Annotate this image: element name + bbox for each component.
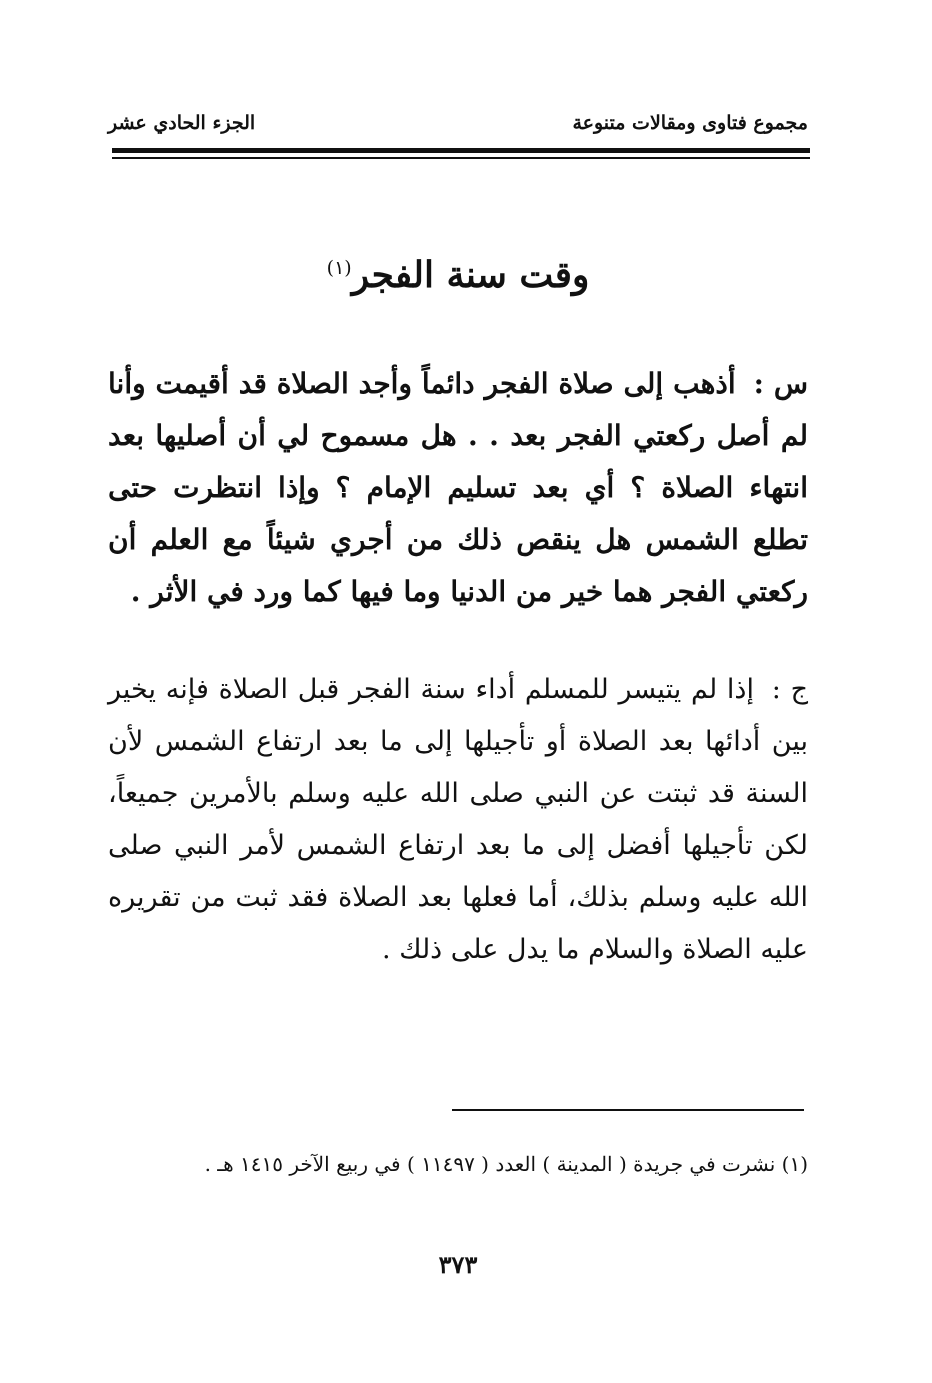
question-paragraph xyxy=(108,358,808,618)
header-rule-thick xyxy=(112,148,810,153)
answer-text: إذا لم يتيسر للمسلم أداء سنة الفجر قبل الصلاة فإنه يخير بين أدائها بعد الصلاة أو تأجيلها إلى ما بعد ارتفاع الشمس لأن السنة قد ثبتت عن النبي صلى الله عليه وسلم بالأمرين جميعاً، لكن تأجيلها أفضل إلى ما بعد ارتفاع الشمس لأمر النبي صلى الله عليه وسلم بذلك، أما فعلها بعد الصلاة فقد ثبت من تقريره عليه الصلاة والسلام ما يدل على ذلك . xyxy=(108,674,808,965)
article-title-text: وقت سنة الفجر xyxy=(351,254,590,296)
book-title: مجموع فتاوى ومقالات متنوعة xyxy=(572,112,808,134)
volume-label: الجزء الحادي عشر xyxy=(108,112,256,134)
header-rule-thin xyxy=(112,157,810,159)
answer-paragraph xyxy=(108,664,808,976)
footnote-reference: (١) xyxy=(326,257,352,279)
page-number: ٣٧٣ xyxy=(438,1250,478,1279)
article-title xyxy=(108,238,808,305)
question-marker: س : xyxy=(753,367,808,400)
running-header xyxy=(108,112,808,146)
answer-marker: ج : xyxy=(771,674,808,705)
footnote: (١) نشرت في جريدة ( المدينة ) العدد ( ١١٤٩٧ ) في ربيع الآخر ١٤١٥ هـ . xyxy=(204,1152,808,1176)
question-text: أذهب إلى صلاة الفجر دائماً وأجد الصلاة قد أقيمت وأنا لم أصل ركعتي الفجر بعد . . هل مسموح لي أن أصليها بعد انتهاء الصلاة ؟ أي بعد تسليم الإمام ؟ وإذا انتظرت حتى تطلع الشمس هل ينقص ذلك من أجري شيئاً مع العلم أن ركعتي الفجر هما خير من الدنيا وما فيها كما ورد في الأثر . xyxy=(108,367,809,608)
footnote-separator xyxy=(452,1109,804,1111)
